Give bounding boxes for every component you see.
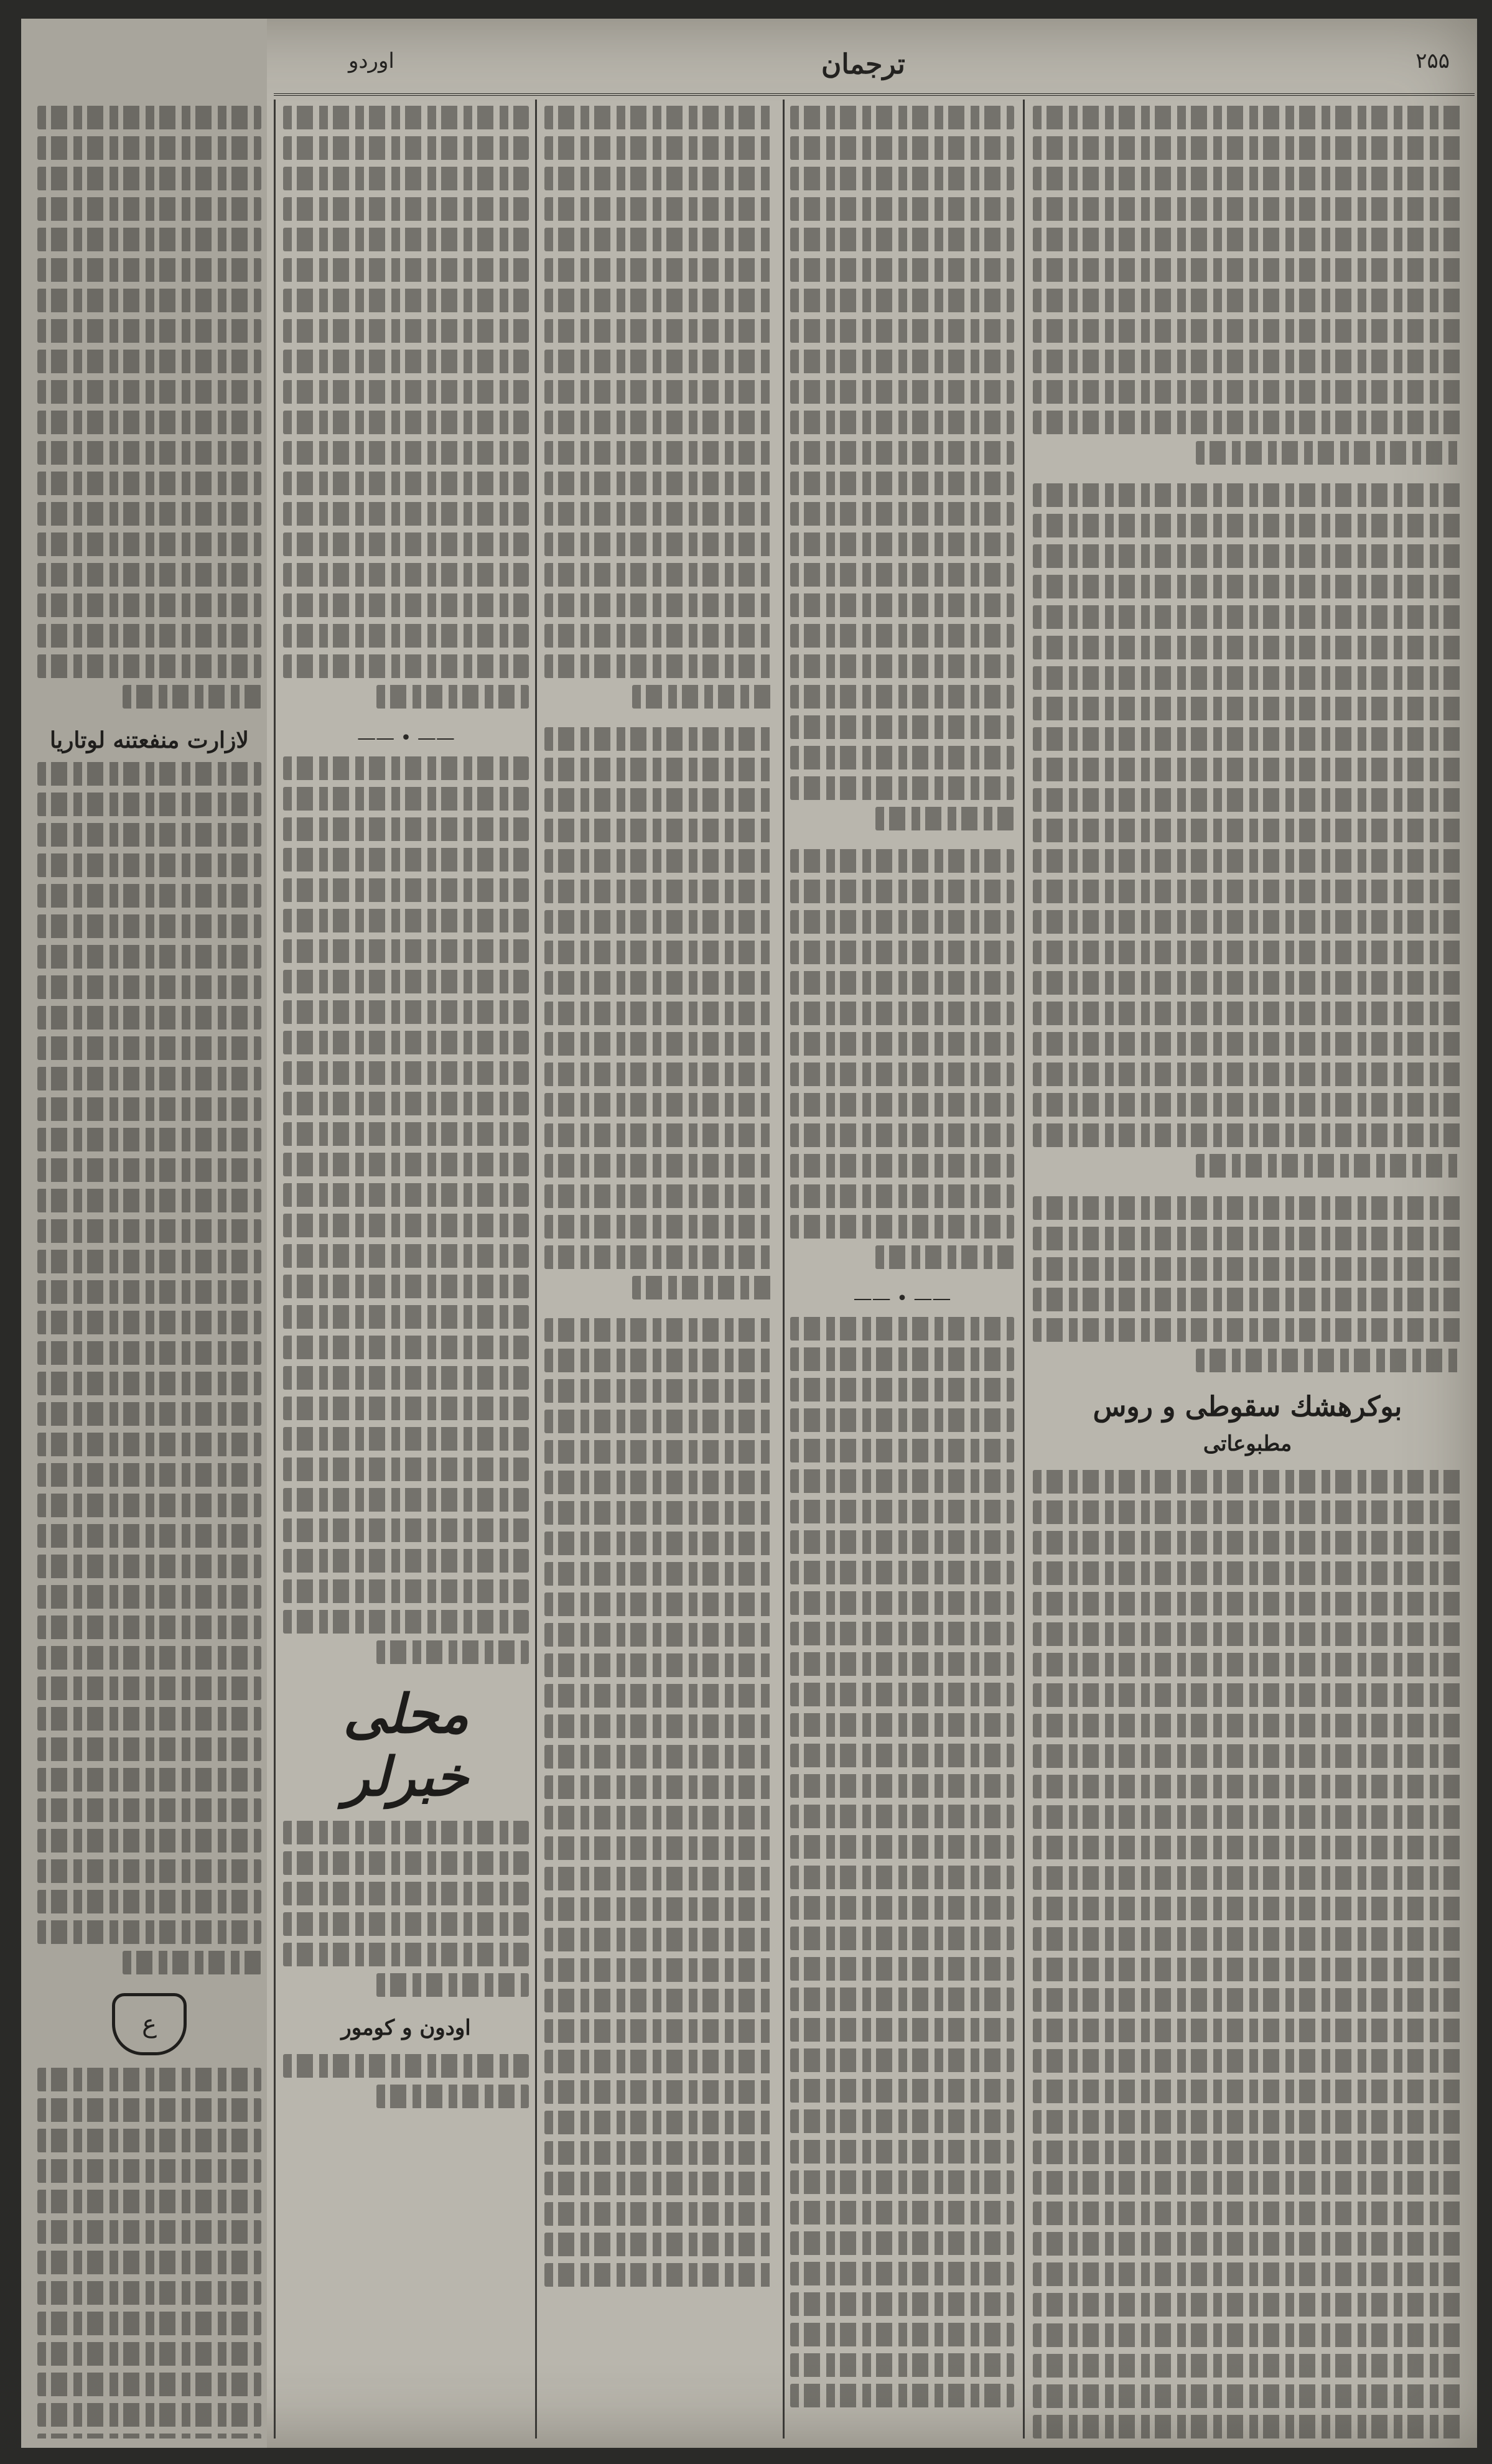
- article-subheading: مطبوعاتى: [1203, 1431, 1292, 1456]
- masthead: [274, 37, 1475, 96]
- column-4: [283, 106, 529, 2438]
- emblem-icon: ع: [112, 1993, 187, 2055]
- article-body: [544, 1318, 775, 2287]
- article-body: [37, 762, 261, 1974]
- article-body: [790, 849, 1014, 1269]
- article-body: [790, 106, 1014, 830]
- article-body: [1033, 1470, 1462, 2438]
- masthead-title: ترجمان: [821, 49, 905, 80]
- masthead-page-number: ۲۵۵: [1415, 49, 1450, 73]
- article-body: [544, 106, 775, 709]
- local-news-heading: محلی خبرلر: [343, 1683, 469, 1808]
- article-body: [544, 727, 775, 1299]
- column-5: [37, 106, 261, 2438]
- masthead-date: اوردو: [348, 49, 394, 73]
- article-body: [283, 1821, 529, 1997]
- article-body: [283, 2054, 529, 2108]
- section-divider: —— • ——: [357, 727, 455, 749]
- article-body: [1033, 1196, 1462, 1372]
- section-divider: —— • ——: [853, 1288, 951, 1309]
- article-body: [283, 756, 529, 1664]
- article-body: [37, 106, 261, 709]
- column-1: [1033, 106, 1462, 2438]
- article-heading: بوكرهشك سقوطى و روس: [1093, 1391, 1402, 1423]
- column-2: [790, 106, 1014, 2438]
- column-rule: [1023, 100, 1025, 2438]
- article-body: [1033, 106, 1462, 465]
- article-body: [37, 2068, 261, 2438]
- article-subheading: اودون و كومور: [341, 2015, 471, 2040]
- article-body: [283, 106, 529, 709]
- column-rule: [274, 100, 276, 2438]
- column-rule: [535, 100, 537, 2438]
- article-body: [1033, 483, 1462, 1178]
- article-heading: لازارت منفعتنه لوتاريا: [50, 727, 249, 753]
- article-body: [790, 1317, 1014, 2407]
- advertisement-emblem: [37, 1993, 261, 2055]
- column-rule: [783, 100, 785, 2438]
- column-3: [544, 106, 775, 2438]
